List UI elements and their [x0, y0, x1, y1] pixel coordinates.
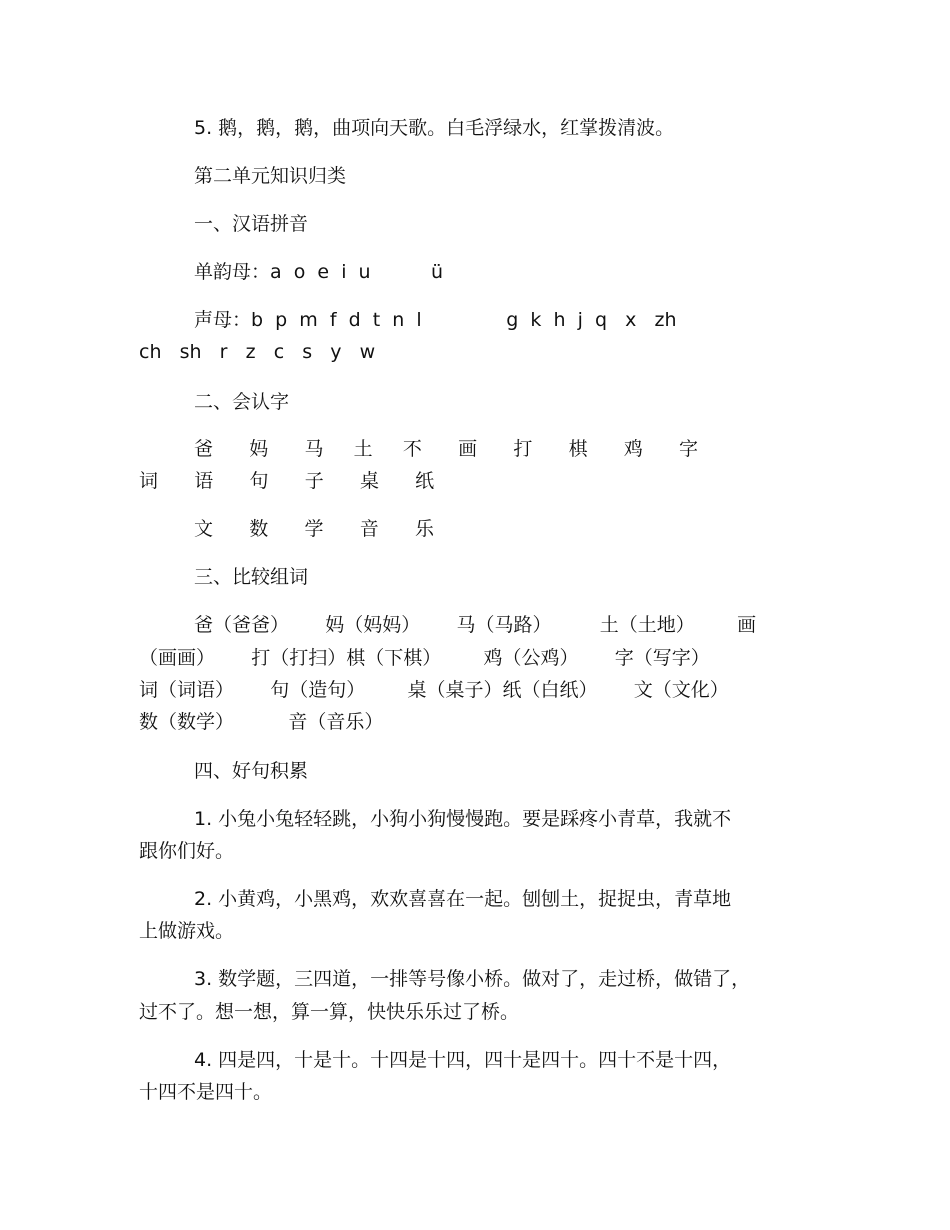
compare-words-line: 数（数学） 音（音乐）	[139, 711, 384, 733]
sentence-3: 3. 数学题，三四道，一排等号像小桥。做对了，走过桥，做错了，	[194, 968, 751, 990]
sentence-3-continued: 过不了。想一想，算一算，快快乐乐过了桥。	[139, 1001, 520, 1023]
poem-line: 5. 鹅，鹅，鹅，曲项向天歌。白毛浮绿水，红掌拨清波。	[194, 117, 675, 139]
initials-line-continued: ch sh r z c s y w	[139, 341, 376, 363]
sentence-4: 4. 四是四，十是十。十四是十四，四十是四十。四十不是十四，	[194, 1049, 732, 1071]
heading-recognize-characters: 二、会认字	[194, 391, 290, 413]
heading-good-sentences: 四、好句积累	[194, 760, 309, 782]
sentence-4-continued: 十四不是四十。	[139, 1081, 273, 1103]
heading-pinyin: 一、汉语拼音	[194, 213, 309, 235]
initials-line: 声母：b p m f d t n l g k h j q x zh	[194, 309, 677, 331]
section-title: 第二单元知识归类	[194, 165, 347, 187]
sentence-2-continued: 上做游戏。	[139, 920, 235, 942]
sentence-2: 2. 小黄鸡，小黑鸡，欢欢喜喜在一起。刨刨土，捉捉虫，青草地	[194, 888, 732, 910]
sentence-1: 1. 小兔小兔轻轻跳，小狗小狗慢慢跑。要是踩疼小青草，我就不	[194, 808, 732, 830]
finals-line: 单韵母：a o e i u ü	[194, 261, 444, 283]
characters-line-continued: 词 语 句 子 桌 纸	[139, 470, 435, 492]
sentence-1-continued: 跟你们好。	[139, 840, 235, 862]
heading-compare-words: 三、比较组词	[194, 566, 309, 588]
compare-words-line: （画画） 打（打扫）棋（下棋） 鸡（公鸡） 字（写字）	[139, 647, 710, 669]
compare-words-line: 词（词语） 句（造句） 桌（桌子）纸（白纸） 文（文化）	[139, 679, 729, 701]
characters-line-2: 文 数 学 音 乐	[194, 518, 434, 540]
characters-line: 爸 妈 马 土 不 画 打 棋 鸡 字	[194, 438, 699, 460]
compare-words-line: 爸（爸爸） 妈（妈妈） 马（马路） 土（土地） 画	[194, 614, 757, 636]
